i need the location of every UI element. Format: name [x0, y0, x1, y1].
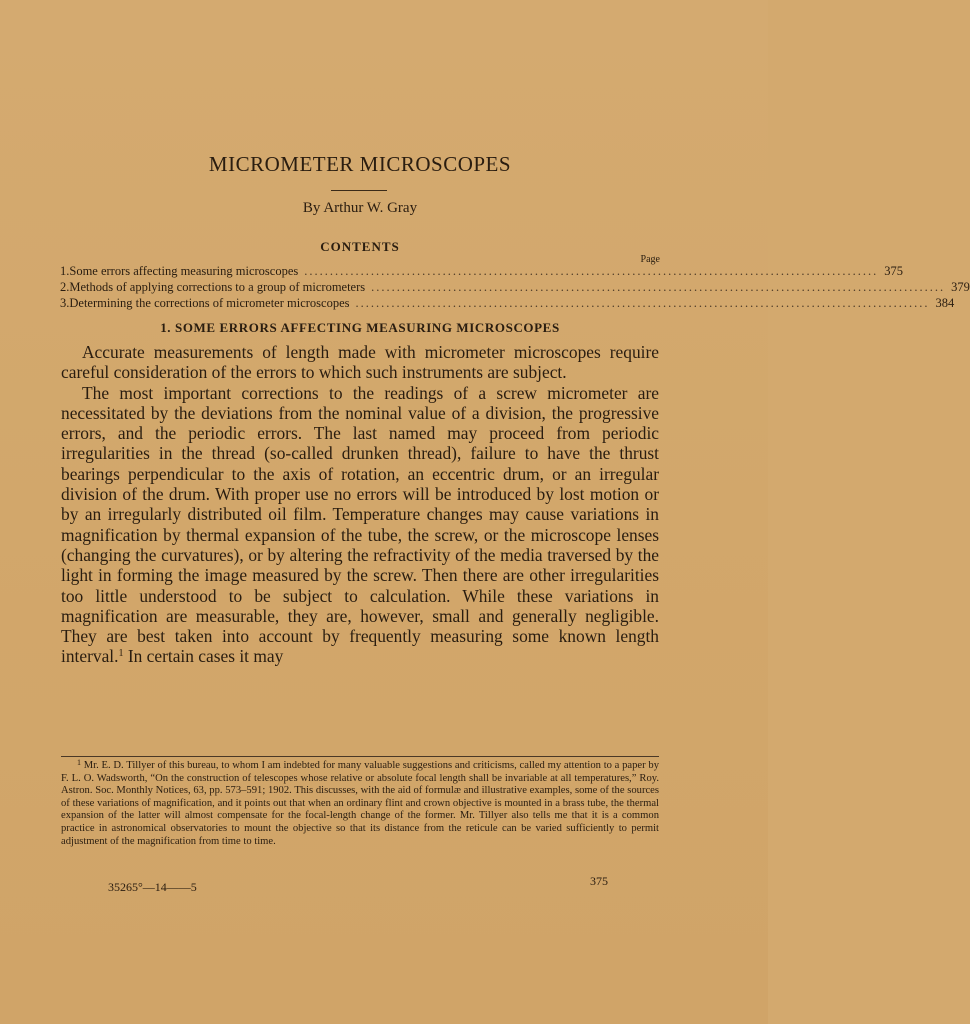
footnote-text: Mr. E. D. Tillyer of this bureau, to whom I am indebted for many valuable suggestions and criticisms, called my attention to a paper by F. L. O. Wadsworth, “On the construction of telescopes whose relative or absolute focal length shall be invariable at all temperatures,” Roy. Astron. Soc. Monthly Notices, 63, pp. 573–591; 1902. This discusses, with the aid of formulæ and illustrative examples, some of the sources of these variations of magnification, and it points out that when an ordinary flint and crown objective is mounted in a brass tube, the thermal expansion of the latter will almost compensate for the focal-length change of the former. Mr. Tillyer also tells me that it is a common practice in astronomical observatories to mount the objective so that its distance from the reticule can be varied sufficiently to permit adjustment of the magnification from time to time. [61, 760, 659, 847]
toc-entry [60, 280, 970, 296]
toc-entry-page: 379 [951, 280, 970, 294]
toc-leader-dots: ................................................................................................................ [371, 280, 946, 294]
toc-entry-title: Methods of applying corrections to a group of micrometers [69, 280, 366, 294]
body-text [61, 342, 659, 667]
paragraph-text: The most important corrections to the readings of a screw micrometer are necessitated by the deviations from the nominal value of a division, the progressive errors, and the periodic errors. The last named may proceed from periodic irregularities in the thread (so-called drunken thread), failure to have the thrust bearings perpendicular to the axis of rotation, an eccentric drum, or an irregular division of the drum. With proper use no errors will be introduced by lost motion or by an irregularly distributed oil film. Temperature changes may cause variations in magnification by thermal expansion of the tube, the screw, or the microscope lenses (changing the curvatures), or by altering the refractivity of the media traversed by the light in forming the image measured by the screw. Then there are other irregularities too little understood to be subject to calculation. While these variations in magnification are measurable, they are, however, small and generally negligible. They are best taken into account by frequently measuring some known length interval. [61, 382, 659, 667]
page-number: 375 [590, 874, 608, 888]
section-heading: 1. SOME ERRORS AFFECTING MEASURING MICROSCOPES [160, 320, 560, 335]
toc-entry-number: 2. [60, 280, 70, 294]
footnote-mark: 1 [77, 758, 81, 767]
table-of-contents [60, 264, 970, 312]
paragraph-tail: In certain cases it may [123, 646, 284, 667]
contents-heading: CONTENTS [320, 239, 400, 254]
toc-entry-page: 375 [884, 264, 903, 278]
toc-entry-page: 384 [935, 296, 955, 310]
toc-leader-dots: ................................................................................................................ [304, 264, 879, 278]
footnote-reference: 1 [118, 648, 124, 660]
toc-entry [60, 264, 903, 280]
toc-entry-number: 1. [60, 264, 70, 278]
toc-entry-number: 3. [60, 296, 70, 310]
toc-entry-title: Determining the corrections of micrometer microscopes [69, 296, 350, 310]
printer-signature: 35265°—14——5 [108, 880, 197, 894]
contents-page-label: Page [640, 254, 660, 265]
toc-entry [60, 296, 955, 312]
toc-leader-dots: ................................................................................................................ [355, 296, 930, 310]
author-line: By Arthur W. Gray [302, 200, 418, 216]
footnote-paragraph [61, 760, 659, 848]
paragraph: Accurate measurements of length made with micrometer microscopes require careful consideration of the errors to which such instruments are subject. [61, 342, 659, 383]
toc-entry-title: Some errors affecting measuring microscopes [69, 264, 299, 278]
article-title: MICROMETER MICROSCOPES [208, 152, 512, 176]
footnote-divider [61, 756, 659, 757]
footnote [61, 760, 659, 848]
paragraph [61, 383, 659, 667]
title-divider [331, 190, 387, 191]
